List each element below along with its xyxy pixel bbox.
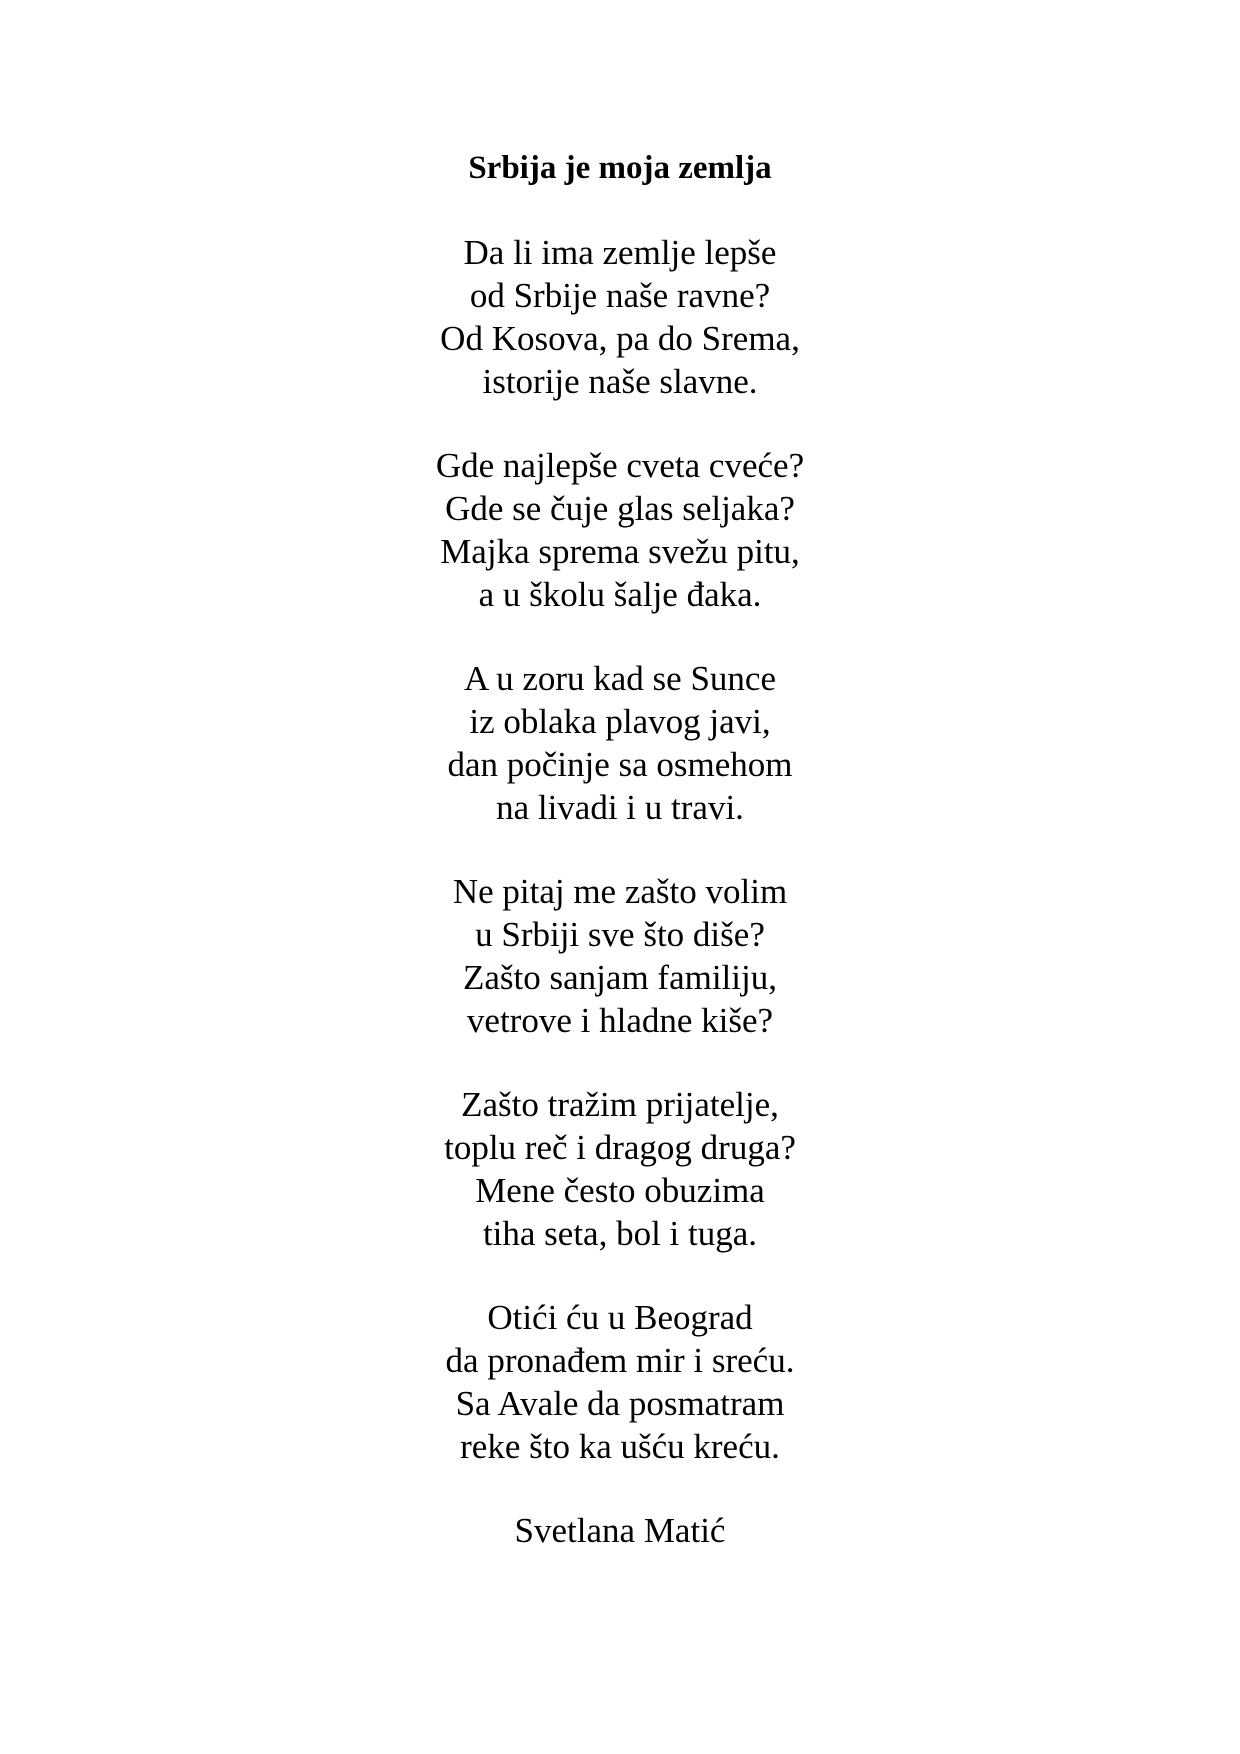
poem-author: Svetlana Matić: [514, 1511, 726, 1550]
poem-line: istorije naše slavne.: [482, 362, 758, 401]
poem-line: toplu reč i dragog druga?: [444, 1128, 796, 1167]
poem-line: dan počinje sa osmehom: [447, 745, 793, 784]
poem-line: Od Kosova, pa do Srema,: [440, 319, 800, 358]
stanza: [0, 657, 1240, 829]
poem-line: u Srbiji sve što diše?: [475, 915, 765, 954]
poem-title: Srbija je moja zemlja: [468, 150, 772, 186]
poem-line: od Srbije naše ravne?: [469, 276, 771, 315]
stanza: [0, 444, 1240, 616]
poem-line: a u školu šalje đaka.: [478, 575, 762, 614]
stanza: [0, 870, 1240, 1042]
poem-line: tiha seta, bol i tuga.: [482, 1214, 758, 1253]
poem-line: na livadi i u travi.: [496, 788, 744, 827]
poem-line: Mene često obuzima: [475, 1171, 765, 1210]
poem: [0, 146, 1240, 1552]
poem-line: Ne pitaj me zašto volim: [452, 872, 788, 911]
poem-line: da pronađem mir i sreću.: [445, 1341, 795, 1380]
poem-line: Gde se čuje glas seljaka?: [445, 489, 795, 528]
poem-line: Zašto sanjam familiju,: [463, 958, 777, 997]
poem-line: Da li ima zemlje lepše: [463, 233, 777, 272]
poem-line: Sa Avale da posmatram: [455, 1384, 785, 1423]
poem-line: Zašto tražim prijatelje,: [461, 1085, 779, 1124]
poem-line: A u zoru kad se Sunce: [463, 659, 776, 698]
poem-line: Majka sprema svežu pitu,: [440, 532, 800, 571]
poem-line: Otići ću u Beograd: [487, 1298, 753, 1337]
poem-line: Gde najlepše cveta cveće?: [435, 446, 805, 485]
stanza: [0, 1083, 1240, 1255]
stanza: [0, 231, 1240, 403]
poem-line: iz oblaka plavog javi,: [469, 702, 771, 741]
poem-line: vetrove i hladne kiše?: [466, 1001, 774, 1040]
stanza: [0, 1296, 1240, 1468]
poem-line: reke što ka ušću kreću.: [460, 1427, 780, 1466]
